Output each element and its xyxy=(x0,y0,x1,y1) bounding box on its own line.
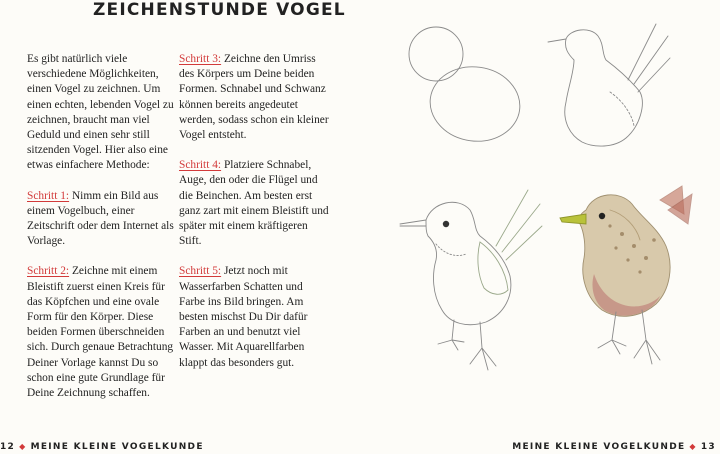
step-3-label: Schritt 3: xyxy=(179,53,222,65)
left-page-number: 12 xyxy=(0,442,16,452)
step-4-sketch-detailed-bird xyxy=(400,190,542,370)
step-5-watercolor-bird xyxy=(560,186,692,364)
footer-right xyxy=(512,442,716,452)
step-2-sketch-circle-oval xyxy=(409,27,525,147)
middle-text-column xyxy=(179,52,329,386)
footer-right-label: MEINE KLEINE VOGELKUNDE xyxy=(512,442,686,452)
step-4-text: Platziere Schnabel, Auge, den oder die Flügel und die Beinchen. Am besten erst ganz zart mit einem Bleistift und später mit einem kräftigeren Stift. xyxy=(179,159,329,248)
step-2-paragraph xyxy=(27,264,175,401)
step-4-paragraph xyxy=(179,158,329,249)
step-3-sketch-outline xyxy=(548,24,670,146)
step-5-paragraph xyxy=(179,264,329,370)
step-2-text: Zeichne mit einem Bleistift zuerst einen Kreis für das Köpfchen und eine ovale Form für den Körper. Diese beiden Formen überschneiden sich. Durch genaue Betrachtung Deiner Vorlage kannst Du so schon eine gute Grundlage für Deine Zeichnung schaffen. xyxy=(27,265,174,400)
step-3-text: Zeichne den Umriss des Körpers um Deine beiden Formen. Schnabel und Schwanz können bereits angedeutet werden, sodass schon ein kleiner Vogel entsteht. xyxy=(179,53,329,142)
step-4-label: Schritt 4: xyxy=(179,159,222,172)
step-5-label: Schritt 5: xyxy=(179,265,222,278)
page-title: ZEICHENSTUNDE VOGEL xyxy=(93,0,346,20)
footer-left xyxy=(0,442,204,452)
step-1-label: Schritt 1: xyxy=(27,189,70,202)
step-2-label: Schritt 2: xyxy=(27,265,70,278)
left-text-column xyxy=(27,52,175,416)
intro-paragraph: Es gibt natürlich viele verschiedene Möglichkeiten, einen Vogel zu zeichnen. Um einen echten, lebenden Vogel zu zeichnen, braucht man viel Geduld und einen sehr still sitzenden Vogel. Hier also eine etwas einfachere Methode: xyxy=(27,53,174,172)
right-page-number: 13 xyxy=(700,442,716,452)
step-5-text: Jetzt noch mit Wasserfarben Schatten und Farbe ins Bild bringen. Am besten mischst Du Dir dafür Farben an und benutzt viel Wasser. Mit Aquarellfarben klappt das besonders gut. xyxy=(179,265,308,369)
step-1-text: Nimm ein Bild aus einem Vogelbuch, einer Zeitschrift oder dem Internet als Vorlage. xyxy=(27,189,174,248)
red-diamond-icon: ◆ xyxy=(689,442,697,451)
footer-left-label: MEINE KLEINE VOGELKUNDE xyxy=(30,442,204,452)
step-3-paragraph xyxy=(179,52,329,143)
step-1-paragraph xyxy=(27,189,175,250)
red-diamond-icon: ◆ xyxy=(19,442,27,451)
bird-drawing-steps-illustration xyxy=(370,14,720,404)
